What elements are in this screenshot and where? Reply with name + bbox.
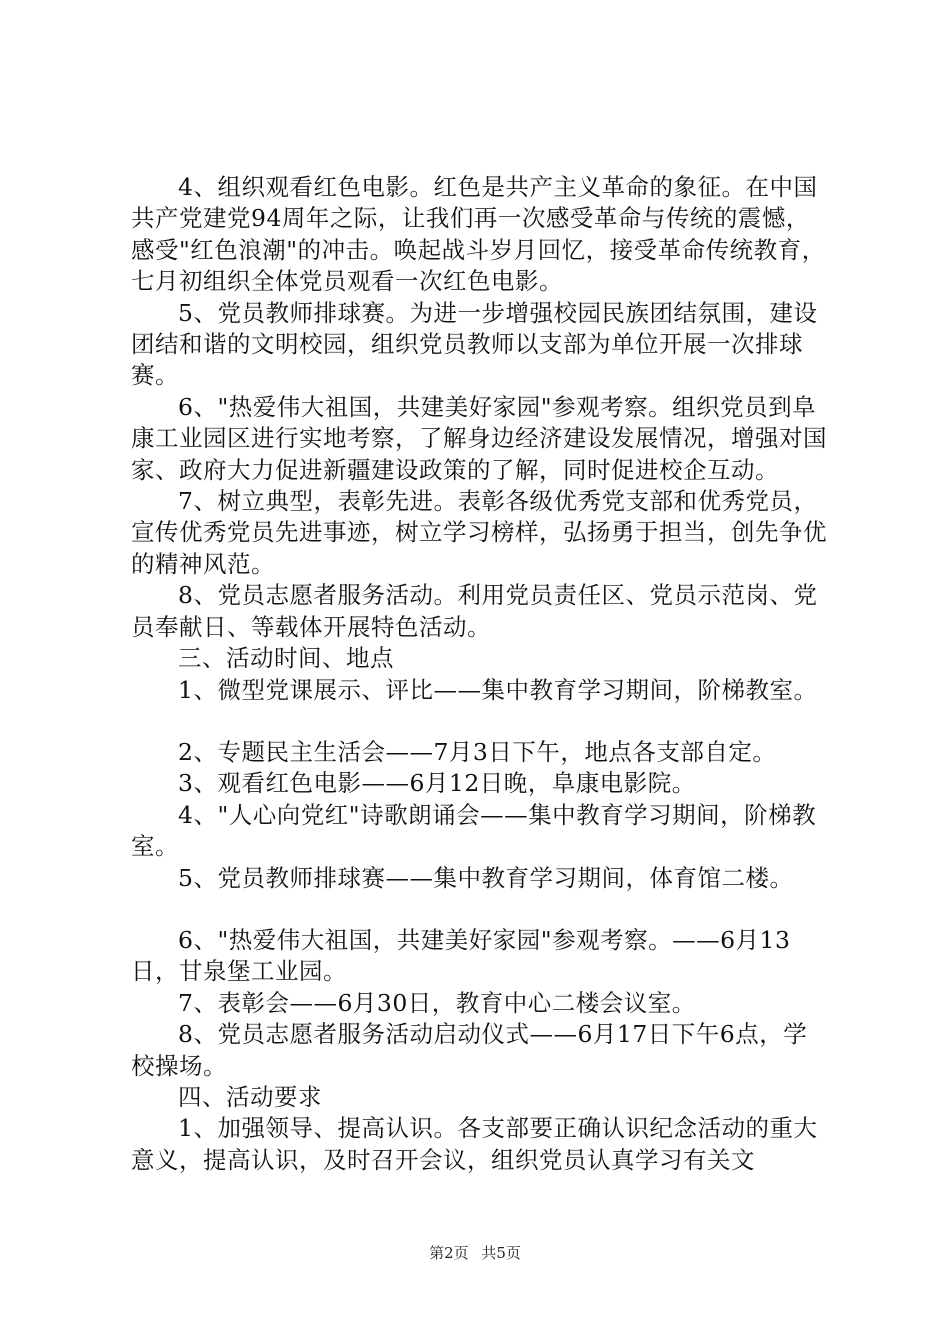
document-body [131,172,831,1176]
paragraph-item-6-visit: 6、"热爱伟大祖国，共建美好家园"参观考察。组织党员到阜康工业园区进行实地考察，了解身边经济建设发展情况，增强对国家、政府大力促进新疆建设政策的了解，同时促进校企互动。 [131,392,827,484]
schedule-item-8: 8、党员志愿者服务活动启动仪式——6月17日下午6点，学校操场。 [131,1020,808,1080]
page-total: 共5页 [481,1244,521,1262]
schedule-item-6: 6、"热爱伟大祖国，共建美好家园"参观考察。——6月13日，甘泉堡工业园。 [131,925,791,986]
requirement-item-1: 1、加强领导、提高认识。各支部要正确认识纪念活动的重大意义，提高认识，及时召开会议，组织党员认真学习有关文 [131,1114,818,1174]
page-number: 第2页 [429,1244,469,1262]
schedule-item-1: 1、微型党课展示、评比——集中教育学习期间，阶梯教室。 [178,675,818,704]
paragraph-gap [131,706,831,737]
section-heading-time-place: 三、活动时间、地点 [178,644,394,673]
paragraph-item-4-red-film: 4、组织观看红色电影。红色是共产主义革命的象征。在中国共产党建党94周年之际，让我们再一次感受革命与传统的震憾，感受"红色浪潮"的冲击。唤起战斗岁月回忆，接受革命传统教育，七月初组织全体党员观看一次红色电影。 [131,173,826,296]
schedule-item-5: 5、党员教师排球赛——集中教育学习期间，体育馆二楼。 [178,863,794,892]
paragraph-item-7-commendation: 7、树立典型，表彰先进。表彰各级优秀党支部和优秀党员，宣传优秀党员先进事迹，树立学习榜样，弘扬勇于担当，创先争优的精神风范。 [131,487,827,578]
paragraph-item-8-volunteer: 8、党员志愿者服务活动。利用党员责任区、党员示范岗、党员奉献日、等载体开展特色活动。 [131,581,818,641]
schedule-item-2: 2、专题民主生活会——7月3日下午，地点各支部自定。 [178,737,777,766]
schedule-item-3: 3、观看红色电影——6月12日晚，阜康电影院。 [178,769,696,798]
paragraph-item-5-volleyball: 5、党员教师排球赛。为进一步增强校园民族团结氛围，建设团结和谐的文明校园，组织党员教师以支部为单位开展一次排球赛。 [131,298,818,390]
paragraph-gap [131,894,831,925]
schedule-item-4: 4、"人心向党红"诗歌朗诵会——集中教育学习期间，阶梯教室。 [131,800,817,861]
page-footer [0,1243,950,1263]
section-heading-requirements: 四、活动要求 [178,1082,322,1111]
schedule-item-7: 7、表彰会——6月30日，教育中心二楼会议室。 [178,988,696,1017]
